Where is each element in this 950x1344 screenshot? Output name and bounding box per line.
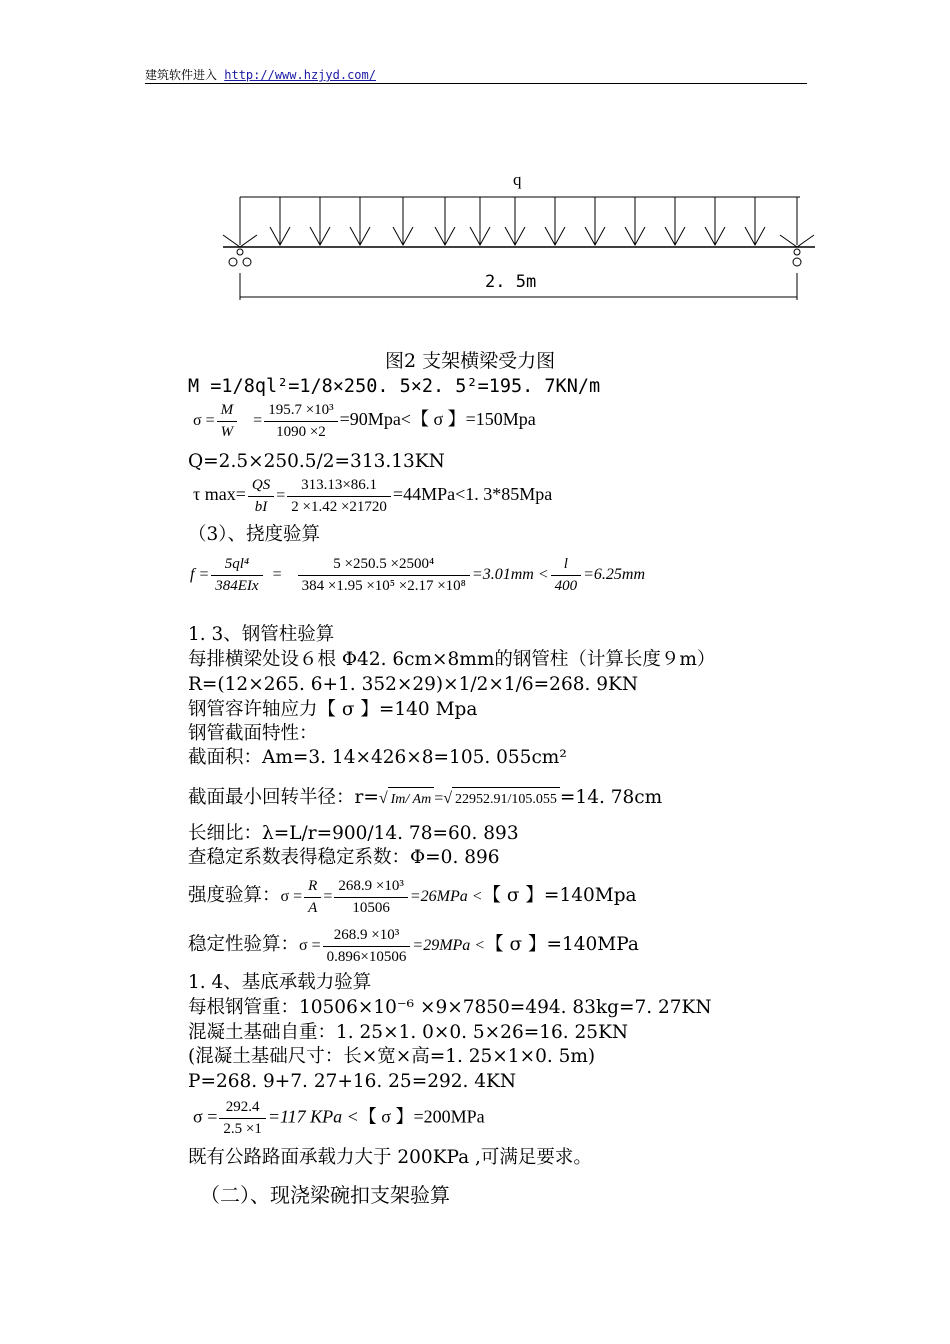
bearing-mid: =117 KPa < (267, 1106, 359, 1127)
frac-num: 268.9 ×10³ (334, 878, 407, 898)
page-header (145, 66, 807, 83)
frac-den: 384 ×1.95 ×10⁵ ×2.17 ×10⁸ (301, 578, 466, 594)
section-1-3-line2: R=(12×265. 6+1. 352×29)×1/2×1/6=268. 9KN (188, 674, 639, 695)
section-1-3-line4: 钢管截面特性： (188, 723, 318, 744)
frac-m-w (217, 402, 238, 441)
load-label: q (513, 170, 522, 189)
stab-label: 稳定性验算： (188, 934, 300, 955)
stability-check-line: 稳定性验算：σ = $\frac{\text{268.9 ×10³}}{0.896\times 10506}$ =29MPa <【 σ 】=140MPa (188, 926, 639, 965)
strength-mid: =26MPa < (409, 888, 483, 905)
frac-values (334, 878, 407, 917)
sigma-bending-formula: σ = $\frac{M}{W}$ = $\frac{\text{195.7 ×10³}}{1090 \times 2}$ =90Mpa<【 σ 】=150Mpa (193, 402, 536, 440)
tau-result: =44MPa<1. 3*85Mpa (392, 484, 553, 505)
frac-num: 5ql⁴ (211, 556, 262, 576)
sigma-result: =90Mpa<【 σ 】=150Mpa (339, 409, 536, 430)
frac-5ql4 (211, 556, 262, 595)
slenderness-line: 长细比：λ=L/r=900/14. 78=60. 893 (188, 823, 519, 844)
header-prefix: 建筑软件进入 (145, 68, 218, 82)
radius-label: 截面最小回转半径：r= (188, 787, 379, 808)
deflection-formula: f = $\frac{\text{5ql⁴}}{\text{384EIx}}$ = $\frac{\text{5 ×250.5 ×2500⁴}}{\text{384 ×1.95 ×10⁵ ×2.17 ×10⁸}}$ =3.01mm < $\frac{l}{400}$ =6.25mm (190, 556, 646, 594)
section-1-4-line1: 每根钢管重：10506×10⁻⁶ ×9×7850=494. 83kg=7. 27KN (188, 997, 712, 1018)
frac-den: 1090 ×2 (276, 424, 326, 440)
defl-mid: =3.01mm < (471, 566, 549, 584)
section-1-4-heading: 1. 4、基底承载力验算 (188, 972, 372, 993)
header-link[interactable]: http://www.hzjyd.com/ (224, 68, 376, 82)
stability-coef-line: 查稳定系数表得稳定系数：Φ=0. 896 (188, 847, 500, 868)
tau-lhs: τ max= (193, 484, 246, 505)
bearing-result: 【 σ 】=200MPa (358, 1106, 485, 1127)
frac-values (298, 556, 470, 595)
frac-qs-bi (248, 477, 274, 516)
section-1-3-line1: 每排横梁处设６根 Φ42. 6cm×8mm的钢管柱（计算长度９m） (188, 649, 716, 670)
frac-den: A (308, 899, 318, 916)
frac-num: l (551, 556, 582, 576)
defl-lhs: f = (190, 566, 210, 584)
frac-num: 5 ×250.5 ×2500⁴ (298, 556, 470, 576)
frac-den: 10506 (352, 899, 390, 916)
tau-formula: τ max= $\frac{QS}{bI}$ = $\frac{313.13\times 86.1}{2 \times 1.42 \times 21720}$ =44MPa<1. 3*85Mpa (193, 477, 553, 515)
moment-line: M =1/8ql²=1/8×250. 5×2. 5²=195. 7KN/m (188, 376, 601, 397)
frac-den: bI (254, 499, 268, 515)
frac-num: R (304, 878, 321, 898)
frac-num: 313.13×86.1 (287, 477, 391, 497)
frac-r-a (304, 878, 321, 917)
frac-l-400 (551, 556, 582, 595)
section-1-3-line3: 钢管容许轴应力【 σ 】=140 Mpa (188, 699, 478, 720)
frac-den: 400 (554, 578, 578, 594)
beam-load-diagram (215, 165, 825, 310)
header-rule (145, 83, 807, 84)
frac-den: 2.5 ×1 (223, 1121, 262, 1137)
radius-sqrt2: 22952.91/105.055 (452, 787, 560, 812)
frac-num: 195.7 ×10³ (264, 402, 337, 422)
section-1-4-line3: (混凝土基础尺寸：长×宽×高=1. 25×1×0. 5m) (188, 1046, 596, 1067)
frac-den: 384EIx (215, 578, 259, 594)
frac-values (264, 402, 337, 441)
frac-den: 0.896×10506 (326, 948, 407, 965)
section-1-3-line5: 截面积：Am=3. 14×426×8=105. 055cm² (188, 747, 567, 768)
frac-den: 2 ×1.42 ×21720 (291, 499, 387, 515)
frac-num: 292.4 (219, 1099, 265, 1119)
shear-line: Q=2.5×250.5/2=313.13KN (188, 451, 445, 472)
section-1-3-heading: 1. 3、钢管柱验算 (188, 624, 335, 645)
frac-values (323, 927, 411, 966)
bearing-formula: σ = $\frac{292.4}{2.5 \times 1}$ =117 KPa <【 σ 】=200MPa (193, 1099, 485, 1137)
strength-label: 强度验算： (188, 885, 281, 906)
strength-result: 【 σ 】=140Mpa (482, 885, 637, 906)
figure-caption: 图2 支架横梁受力图 (385, 350, 556, 372)
frac-den: W (220, 424, 234, 440)
frac-num: QS (248, 477, 274, 497)
frac-values (287, 477, 391, 516)
section-1-4-line4: P=268. 9+7. 27+16. 25=292. 4KN (188, 1071, 517, 1092)
radius-result: =14. 78cm (559, 787, 663, 808)
radius-line: 截面最小回转半径：r=√ Im/ Am =√ 22952.91/105.055 =14. 78cm (188, 786, 662, 812)
stab-mid: =29MPa < (412, 937, 486, 954)
deflection-heading: （3）、挠度验算 (188, 524, 321, 545)
section-1-4-line2: 混凝土基础自重：1. 25×1. 0×0. 5×26=16. 25KN (188, 1022, 629, 1043)
frac-values (219, 1099, 265, 1138)
radius-sqrt1: Im/ Am (388, 787, 435, 812)
conclusion-line: 既有公路路面承载力大于 200KPa ,可满足要求。 (188, 1147, 592, 1168)
defl-result: =6.25mm (583, 566, 646, 584)
section-2-heading: （二）、现浇梁碗扣支架验算 (200, 1183, 450, 1207)
span-label: 2. 5m (485, 272, 537, 292)
sigma-lhs: σ = (193, 412, 215, 430)
frac-num: 268.9 ×10³ (323, 927, 411, 947)
frac-num: M (217, 402, 238, 422)
stab-result: 【 σ 】=140MPa (485, 934, 639, 955)
strength-check-line: 强度验算：σ = $\frac{R}{A}$ = $\frac{\text{268.9 ×10³}}{10506}$ =26MPa <【 σ 】=140Mpa (188, 877, 637, 916)
load-arrows (240, 197, 797, 245)
